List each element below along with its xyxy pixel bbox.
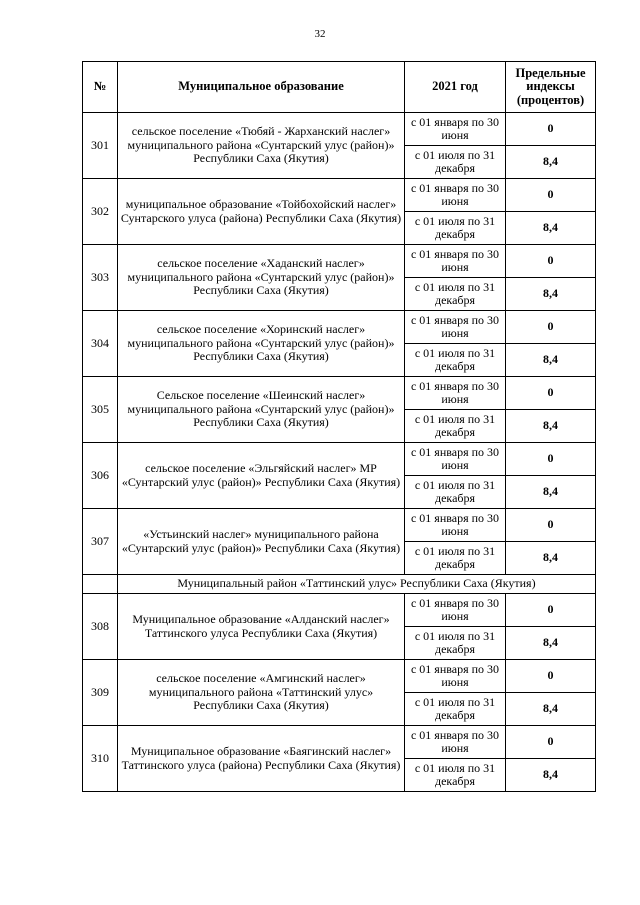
index-second-half: 8,4 — [506, 627, 596, 660]
index-second-half: 8,4 — [506, 693, 596, 726]
row-number: 301 — [83, 113, 118, 179]
municipality-name: сельское поселение «Тюбяй - Жарханский наслег» муниципального района «Сунтарский улус (район)» Республики Саха (Якутия) — [118, 113, 405, 179]
index-second-half: 8,4 — [506, 278, 596, 311]
index-second-half: 8,4 — [506, 212, 596, 245]
index-first-half: 0 — [506, 311, 596, 344]
index-second-half: 8,4 — [506, 759, 596, 792]
period-second-half: с 01 июля по 31 декабря — [405, 146, 506, 179]
table-row — [83, 726, 596, 759]
municipality-name: сельское поселение «Хаданский наслег» муниципального района «Сунтарский улус (район)» Республики Саха (Якутия) — [118, 245, 405, 311]
index-first-half: 0 — [506, 443, 596, 476]
municipality-name: Сельское поселение «Шеинский наслег» муниципального района «Сунтарский улус (район)» Республики Саха (Якутия) — [118, 377, 405, 443]
index-first-half: 0 — [506, 660, 596, 693]
period-second-half: с 01 июля по 31 декабря — [405, 627, 506, 660]
table-row — [83, 311, 596, 344]
municipality-name: Муниципальное образование «Баягинский наслег» Таттинского улуса (района) Республики Саха (Якутия) — [118, 726, 405, 792]
table-row — [83, 245, 596, 278]
page-number: 32 — [314, 28, 326, 40]
header-municipality: Муниципальное образование — [118, 62, 405, 113]
row-number: 309 — [83, 660, 118, 726]
municipality-name: муниципальное образование «Тойбохойский наслег» Сунтарского улуса (района) Республики Саха (Якутия) — [118, 179, 405, 245]
period-second-half: с 01 июля по 31 декабря — [405, 344, 506, 377]
row-number: 305 — [83, 377, 118, 443]
index-first-half: 0 — [506, 113, 596, 146]
row-number: 303 — [83, 245, 118, 311]
period-second-half: с 01 июля по 31 декабря — [405, 759, 506, 792]
municipality-name: сельское поселение «Эльгяйский наслег» МР «Сунтарский улус (район)» Республики Саха (Якутия) — [118, 443, 405, 509]
header-year: 2021 год — [405, 62, 506, 113]
period-second-half: с 01 июля по 31 декабря — [405, 476, 506, 509]
table-header-row — [83, 62, 596, 113]
table-body-suntar — [83, 113, 596, 575]
period-first-half: с 01 января по 30 июня — [405, 113, 506, 146]
table-row — [83, 660, 596, 693]
header-number: № — [83, 62, 118, 113]
index-first-half: 0 — [506, 509, 596, 542]
table-section — [83, 575, 596, 594]
period-first-half: с 01 января по 30 июня — [405, 509, 506, 542]
table-row — [83, 377, 596, 410]
period-second-half: с 01 июля по 31 декабря — [405, 212, 506, 245]
row-number: 306 — [83, 443, 118, 509]
period-first-half: с 01 января по 30 июня — [405, 443, 506, 476]
index-first-half: 0 — [506, 726, 596, 759]
row-number: 304 — [83, 311, 118, 377]
section-title: Муниципальный район «Таттинский улус» Республики Саха (Якутия) — [118, 575, 596, 594]
table-body-tatta — [83, 594, 596, 792]
section-empty-cell — [83, 575, 118, 594]
header-index: Предельные индексы (процентов) — [506, 62, 596, 113]
index-second-half: 8,4 — [506, 476, 596, 509]
index-second-half: 8,4 — [506, 410, 596, 443]
index-first-half: 0 — [506, 245, 596, 278]
municipality-name: Муниципальное образование «Алданский наслег» Таттинского улуса Республики Саха (Якутия) — [118, 594, 405, 660]
table-row — [83, 509, 596, 542]
period-first-half: с 01 января по 30 июня — [405, 726, 506, 759]
period-first-half: с 01 января по 30 июня — [405, 179, 506, 212]
period-second-half: с 01 июля по 31 декабря — [405, 693, 506, 726]
index-first-half: 0 — [506, 377, 596, 410]
table-row — [83, 113, 596, 146]
period-second-half: с 01 июля по 31 декабря — [405, 278, 506, 311]
row-number: 308 — [83, 594, 118, 660]
index-second-half: 8,4 — [506, 344, 596, 377]
row-number: 307 — [83, 509, 118, 575]
period-second-half: с 01 июля по 31 декабря — [405, 542, 506, 575]
index-second-half: 8,4 — [506, 542, 596, 575]
period-first-half: с 01 января по 30 июня — [405, 311, 506, 344]
period-second-half: с 01 июля по 31 декабря — [405, 410, 506, 443]
period-first-half: с 01 января по 30 июня — [405, 594, 506, 627]
index-first-half: 0 — [506, 179, 596, 212]
section-row — [83, 575, 596, 594]
period-first-half: с 01 января по 30 июня — [405, 660, 506, 693]
index-second-half: 8,4 — [506, 146, 596, 179]
municipality-name: «Устьинский наслег» муниципального района «Сунтарский улус (район)» Республики Саха (Якутия) — [118, 509, 405, 575]
row-number: 302 — [83, 179, 118, 245]
indices-table — [82, 61, 596, 792]
municipality-name: сельское поселение «Хоринский наслег» муниципального района «Сунтарский улус (район)» Республики Саха (Якутия) — [118, 311, 405, 377]
municipality-name: сельское поселение «Амгинский наслег» муниципального района «Таттинский улус» Республики Саха (Якутия) — [118, 660, 405, 726]
table-row — [83, 594, 596, 627]
table-row — [83, 179, 596, 212]
row-number: 310 — [83, 726, 118, 792]
period-first-half: с 01 января по 30 июня — [405, 245, 506, 278]
index-first-half: 0 — [506, 594, 596, 627]
table-row — [83, 443, 596, 476]
period-first-half: с 01 января по 30 июня — [405, 377, 506, 410]
